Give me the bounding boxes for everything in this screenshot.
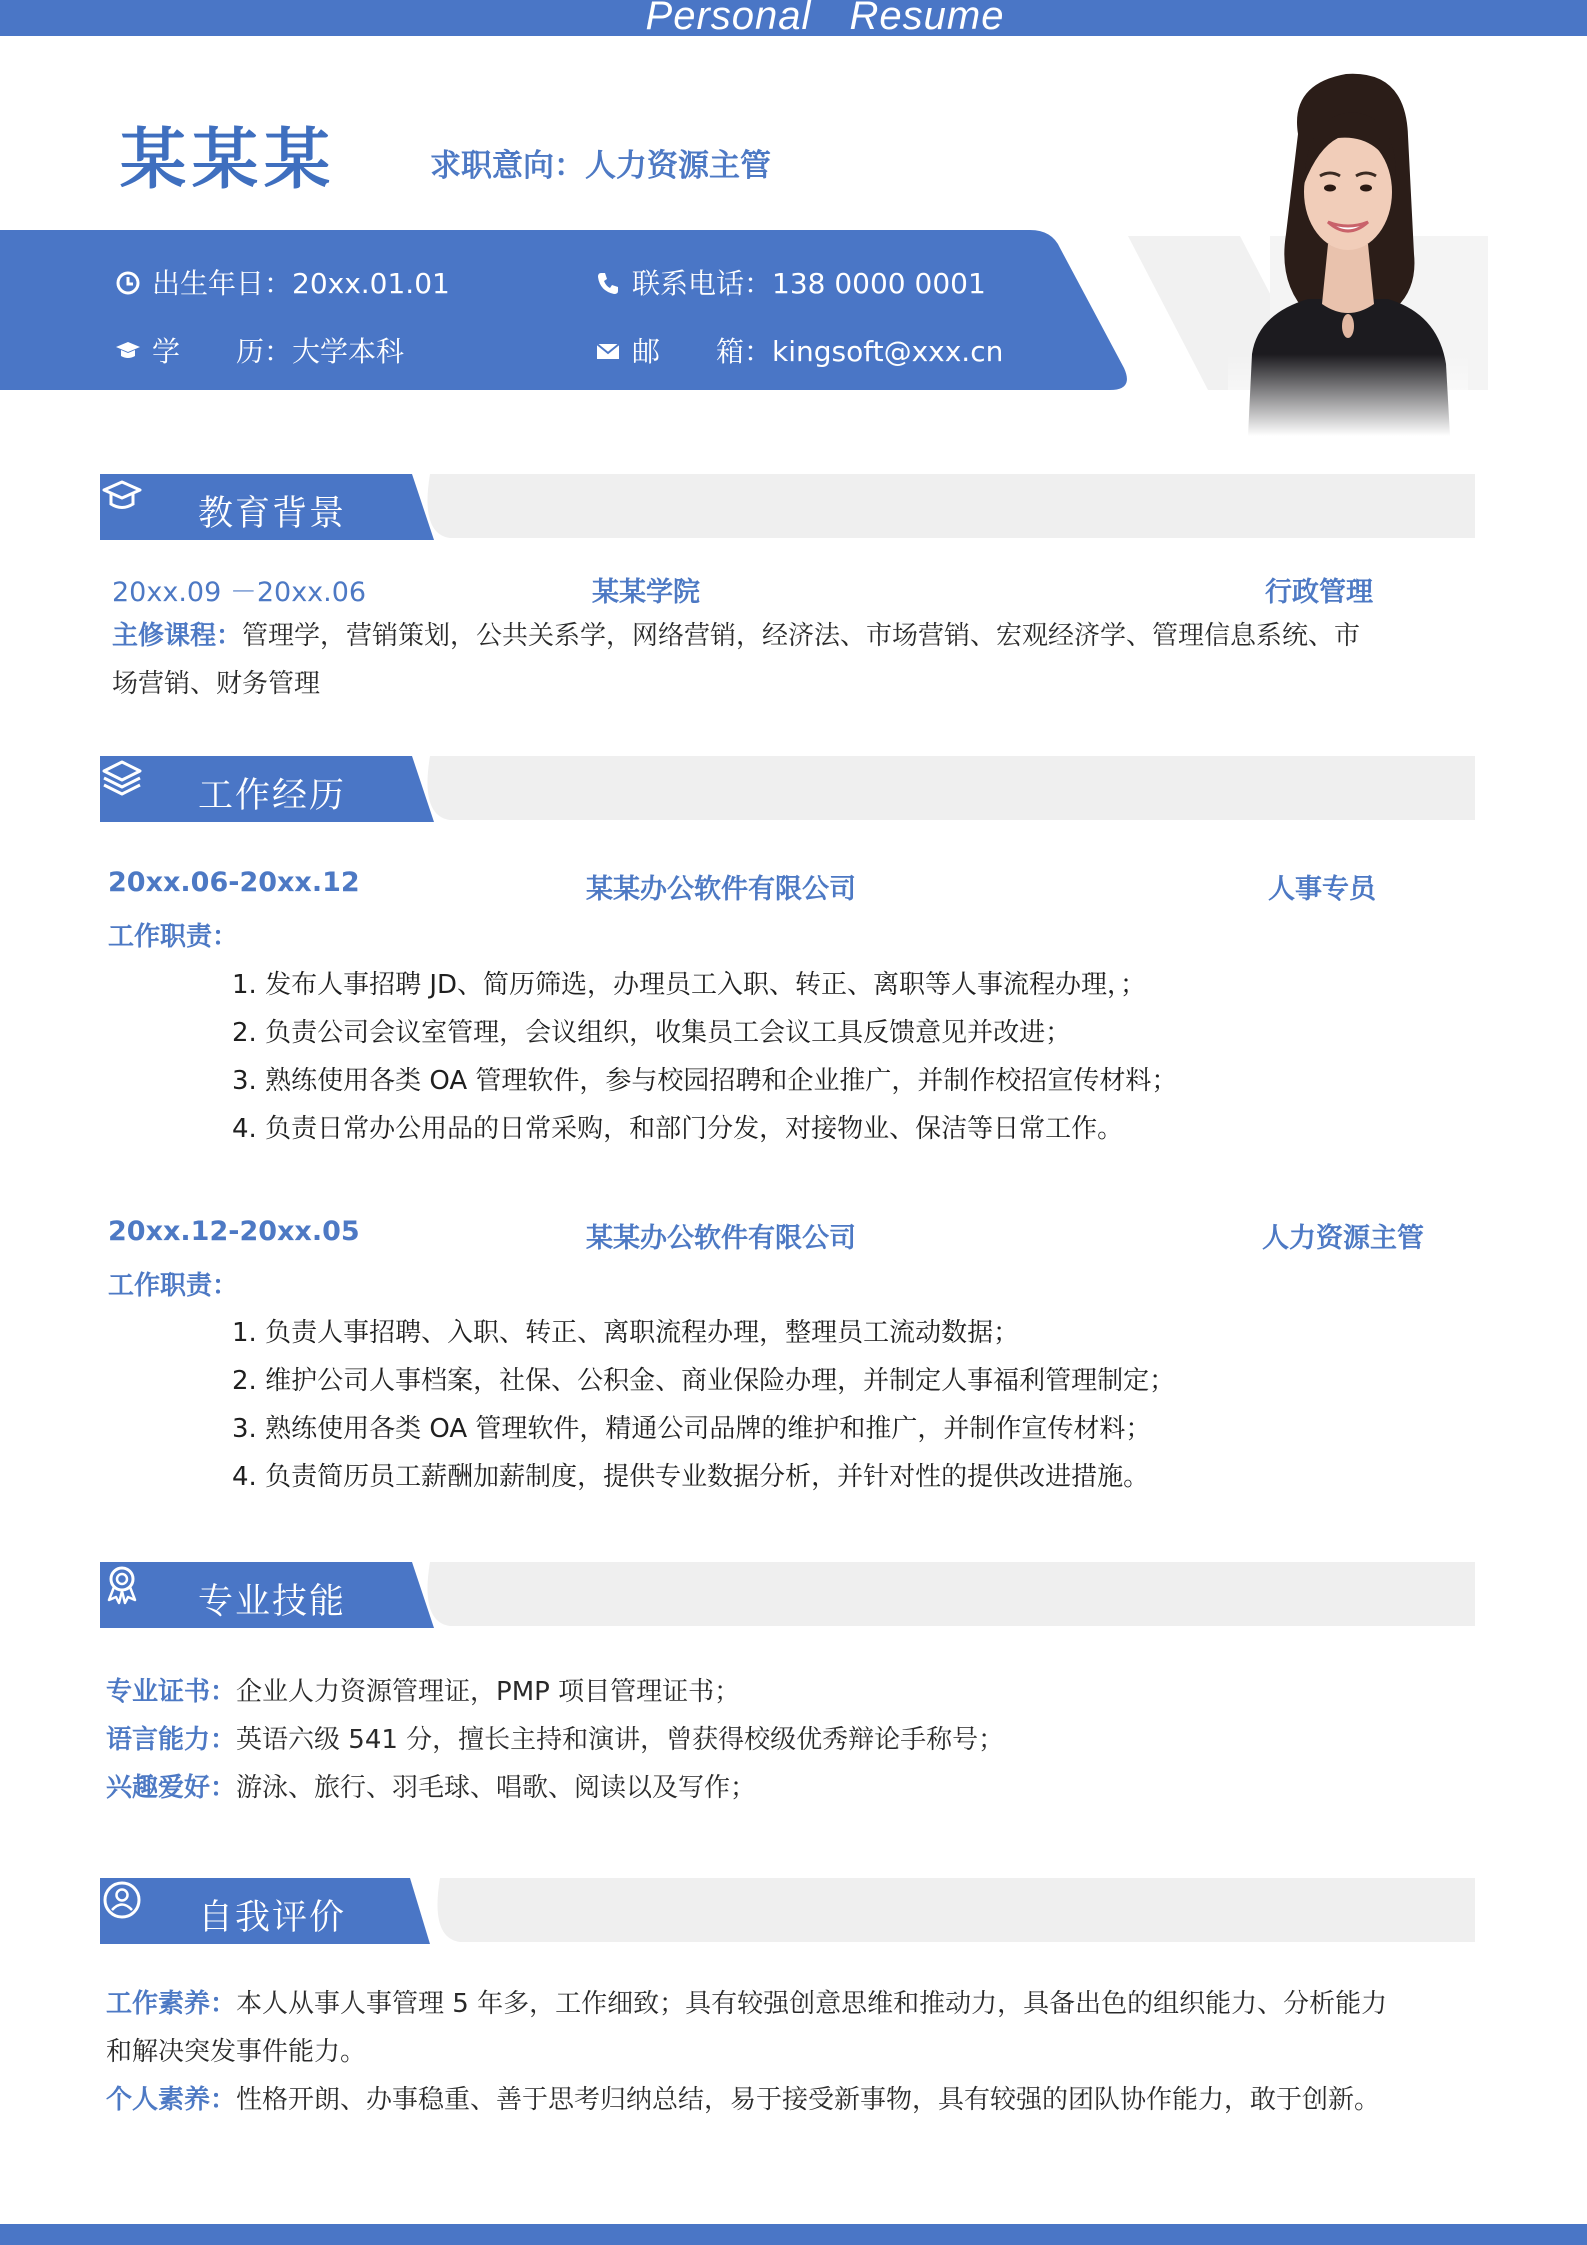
job-company: 某某办公软件有限公司 [586,1223,856,1254]
skill-row [106,1668,740,1716]
job-intent-label: 求职意向： [430,148,585,184]
self-personal-quality [106,2076,1380,2124]
banner-title: Personal Resume [645,0,1005,38]
email-info [594,330,1003,370]
skill-label: 兴趣爱好： [106,1773,237,1803]
job-duty-item: 4. 负责简历员工薪酬加薪制度，提供专业数据分析，并针对性的提供改进措施。 [232,1462,1150,1492]
job-duty-item: 1. 发布人事招聘 JD、简历筛选，办理员工入职、转正、离职等人事流程办理，； [232,970,1147,1000]
skill-text: 企业人力资源管理证，PMP 项目管理证书； [236,1677,741,1707]
courses-label: 主修课程： [112,621,243,651]
candidate-name: 某某某 [120,121,336,198]
personal-quality-text: 性格开朗、办事稳重、善于思考归纳总结，易于接受新事物，具有较强的团队协作能力，敢于创新。 [236,2085,1381,2115]
mortarboard-icon [114,337,142,365]
phone-text: 联系电话：138 0000 0001 [632,267,986,300]
birth-text: 出生年日：20xx.01.01 [152,267,450,300]
layers-icon [100,756,144,800]
personal-quality-label: 个人素养： [106,2085,237,2115]
email-text: 邮 箱：kingsoft@xxx.cn [632,335,1004,368]
work-quality-label: 工作素养： [106,1989,237,2019]
user-circle-icon [100,1878,144,1922]
work-quality-line-2: 和解决突发事件能力。 [106,2037,367,2067]
job-intent [430,140,771,185]
section-title-education: 教育背景 [198,494,347,534]
courses-line-1: 管理学，营销策划，公共关系学，网络营销，经济法、市场营销、宏观经济学、管理信息系统、市 [242,621,1361,651]
job-duty-item: 2. 维护公司人事档案，社保、公积金、商业保险办理，并制定人事福利管理制定； [232,1366,1176,1396]
skill-row [106,1764,756,1812]
job-duty-item: 2. 负责公司会议室管理，会议组织，收集员工会议工具反馈意见并改进； [232,1018,1072,1048]
education-courses [112,612,1472,708]
education-info [114,330,404,370]
job-duty-item: 1. 负责人事招聘、入职、转正、离职流程办理，整理员工流动数据； [232,1318,1020,1348]
job-duty-item: 3. 熟练使用各类 OA 管理软件，参与校园招聘和企业推广，并制作校招宣传材料； [232,1066,1178,1096]
job-duty-item: 4. 负责日常办公用品的日常采购，和部门分发，对接物业、保洁等日常工作。 [232,1114,1124,1144]
job-period: 20xx.12-20xx.05 [108,1216,360,1247]
job-intent-value: 人力资源主管 [585,148,771,184]
job-position: 人力资源主管 [1262,1223,1424,1254]
phone-icon [594,269,622,297]
bottom-banner [0,2224,1587,2245]
section-header-work [100,756,1475,824]
section-header-skills [100,1562,1475,1630]
clock-icon [114,269,142,297]
skill-row [106,1716,1004,1764]
section-title-skills: 专业技能 [198,1582,347,1622]
job-duty-item: 3. 熟练使用各类 OA 管理软件，精通公司品牌的维护和推广，并制作宣传材料； [232,1414,1152,1444]
skill-text: 游泳、旅行、羽毛球、唱歌、阅读以及写作； [236,1773,757,1803]
section-header-education [100,474,1475,542]
self-work-quality [106,1980,1506,2076]
section-title-work: 工作经历 [198,776,347,816]
skill-text: 英语六级 541 分，擅长主持和演讲，曾获得校级优秀辩论手称号； [236,1725,1005,1755]
job-duty-label: 工作职责： [108,922,239,952]
award-icon [100,1562,144,1606]
job-position: 人事专员 [1268,874,1376,905]
education-period: 20xx.09 －20xx.06 [112,577,367,608]
skill-label: 语言能力： [106,1725,237,1755]
job-company: 某某办公软件有限公司 [586,874,856,905]
skill-label: 专业证书： [106,1677,237,1707]
profile-photo [1228,64,1468,436]
education-school: 某某学院 [592,577,700,608]
section-title-self: 自我评价 [198,1898,347,1938]
section-header-self [100,1878,1475,1946]
portrait-illustration [1228,64,1468,436]
education-text: 学 历：大学本科 [152,335,405,368]
job-duty-label: 工作职责： [108,1271,239,1301]
graduation-cap-icon [100,474,144,518]
job-period: 20xx.06-20xx.12 [108,867,360,898]
work-quality-line-1: 本人从事人事管理 5 年多，工作细致；具有较强创意思维和推动力，具备出色的组织能力、分析能力 [236,1989,1388,2019]
envelope-icon [594,337,622,365]
birth-info [114,262,450,302]
courses-line-2: 场营销、财务管理 [112,669,321,699]
phone-info [594,262,986,302]
education-major: 行政管理 [1265,577,1373,608]
